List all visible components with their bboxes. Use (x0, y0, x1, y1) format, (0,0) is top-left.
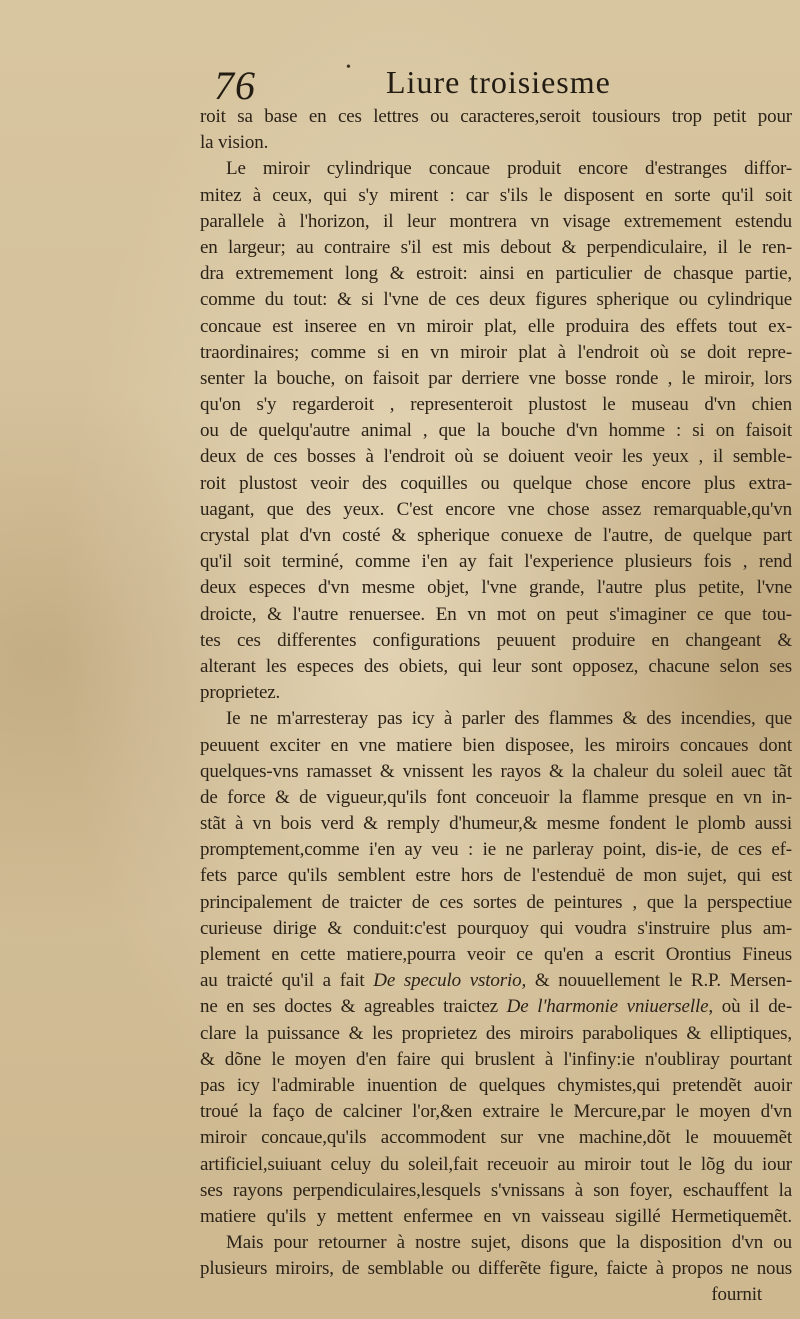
text-line: en largeur; au contraire s'il est mis debout & perpendiculaire, il le ren- (200, 236, 792, 258)
text-line: plement en cette matiere,pourra veoir ce qu'en a escrit Orontius Fineus (200, 944, 792, 965)
text-line: uagant, que des yeux. C'est encore vne chose assez remarquable,qu'vn (200, 498, 792, 520)
text-line: clare la puissance & les proprietez des miroirs paraboliques & elliptiques, (200, 1022, 792, 1044)
text-line: tes ces differentes configurations peuuent produire en changeant & (200, 629, 792, 651)
text-line: droicte, & l'autre renuersee. En vn mot on peut s'imaginer ce que tou- (200, 603, 792, 625)
text-line: traordinaires; comme si en vn miroir plat à l'endroit où se doit repre- (200, 341, 792, 363)
text-line: dra extremement long & estroit: ainsi en particulier de chasque partie, (200, 263, 792, 285)
text-line: deux especes d'vn mesme objet, l'vne grande, l'autre plus petite, l'vne (200, 577, 792, 599)
text-line: quelques-vns ramasset & vnissent les rayos & la chaleur du soleil auec tãt (200, 760, 792, 782)
text-line: deux de ces bosses à l'endroit où se doiuent veoir les yeux , il semble- (200, 446, 792, 468)
text-line: plusieurs miroirs, de semblable ou differẽte figure, faicte à propos ne nous (200, 1258, 792, 1280)
text-line: fournit (711, 1284, 762, 1306)
text-line: fets parce qu'ils semblent estre hors de l'estenduë de mon sujet, qui est (200, 865, 792, 887)
page-header (200, 62, 760, 108)
text-line: Ie ne m'arresteray pas icy à parler des flammes & des incendies, que (226, 708, 792, 730)
text-line: roit plustost veoir des coquilles ou quelque chose encore plus extra- (200, 472, 792, 494)
page-number: 76 (214, 63, 256, 108)
ornament-dot: • (346, 60, 351, 75)
text-line: promptement,comme i'en ay veu : ie ne parleray point, dis-ie, de ces ef- (200, 839, 792, 861)
text-line: qu'on s'y regarderoit , representeroit plustost le museau d'vn chien (200, 394, 792, 416)
text-line: stãt à vn bois verd & remply d'humeur,& mesme fondent le plomb aussi (200, 813, 792, 835)
text-line: principalement de traicter de ces sortes de peintures , que la perspectiue (200, 891, 792, 913)
italic-title: De speculo vstorio, (373, 970, 527, 992)
text-line: Le miroir cylindrique concaue produit encore d'estranges diffor- (226, 158, 792, 180)
text-segment: au traicté qu'il a fait (200, 970, 374, 992)
text-line: concaue est inseree en vn miroir plat, elle produira des effets tout ex- (200, 315, 792, 337)
running-title: Liure troisiesme (386, 64, 611, 100)
text-line: comme du tout: & si l'vne de ces deux figures spherique ou cylindrique (200, 289, 792, 311)
text-line: peuuent exciter en vne matiere bien disposee, les miroirs concaues dont (200, 734, 792, 756)
text-line: curieuse dirige & conduit:c'est pourquoy qui voudra s'instruire plus am- (200, 917, 792, 939)
text-line (200, 968, 792, 994)
text-line: senter la bouche, on faisoit par derriere vne bosse ronde , le miroir, lors (200, 367, 792, 389)
text-line: la vision. (200, 132, 269, 154)
text-line (200, 994, 792, 1020)
text-line: crystal plat d'vn costé & spherique conuexe de l'autre, de quelque part (200, 525, 792, 546)
text-line: Mais pour retourner à nostre sujet, disons que la disposition d'vn ou (226, 1232, 792, 1254)
text-line: troué la faço de calciner l'or,&en extraire le Mercure,par le moyen d'vn (200, 1101, 792, 1123)
italic-title: De l'harmonie vniuerselle, (506, 996, 713, 1018)
text-line: de force & de vigueur,qu'ils font conceuoir la flamme presque en vn in- (200, 786, 792, 808)
text-line: artificiel,suiuant celuy du soleil,fait receuoir au miroir tout le lõg du iour (200, 1153, 792, 1175)
text-line: roit sa base en ces lettres ou caracteres,seroit tousiours trop petit pour (200, 106, 792, 127)
text-line: qu'il soit terminé, comme i'en ay fait l'experience plusieurs fois , rend (200, 551, 792, 573)
text-segment: où il de- (712, 996, 793, 1018)
text-line: mitez à ceux, qui s'y mirent : car s'ils le disposent en sorte qu'il soit (200, 184, 792, 206)
text-line: matiere qu'ils y mettent enfermee en vn vaisseau sigillé Hermetiquemẽt. (200, 1205, 792, 1227)
body-text (200, 104, 792, 1309)
text-line: alterant les especes des obiets, qui leur sont opposez, chacune selon ses (200, 655, 792, 677)
text-line: ou de quelqu'autre animal , que la bouche d'vn homme : si on faisoit (200, 420, 792, 442)
text-segment: & nouuellement le R.P. Mersen- (526, 970, 793, 992)
text-line: parallele à l'horizon, il leur montrera vn visage extremement estendu (200, 210, 792, 232)
text-line: & dõne le moyen d'en faire qui bruslent à l'infiny:ie n'oubliray pourtant (200, 1048, 792, 1070)
text-segment: ne en ses doctes & agreables traictez (200, 996, 507, 1018)
text-line: pas icy l'admirable inuention de quelques chymistes,qui pretendẽt auoir (200, 1074, 792, 1096)
text-line: ses rayons perpendiculaires,lesquels s'vnissans à son foyer, eschauffent la (200, 1179, 792, 1201)
text-line: proprietez. (200, 682, 281, 704)
text-line: miroir concaue,qu'ils accommodent sur vne machine,dõt le mouuemẽt (200, 1127, 792, 1149)
